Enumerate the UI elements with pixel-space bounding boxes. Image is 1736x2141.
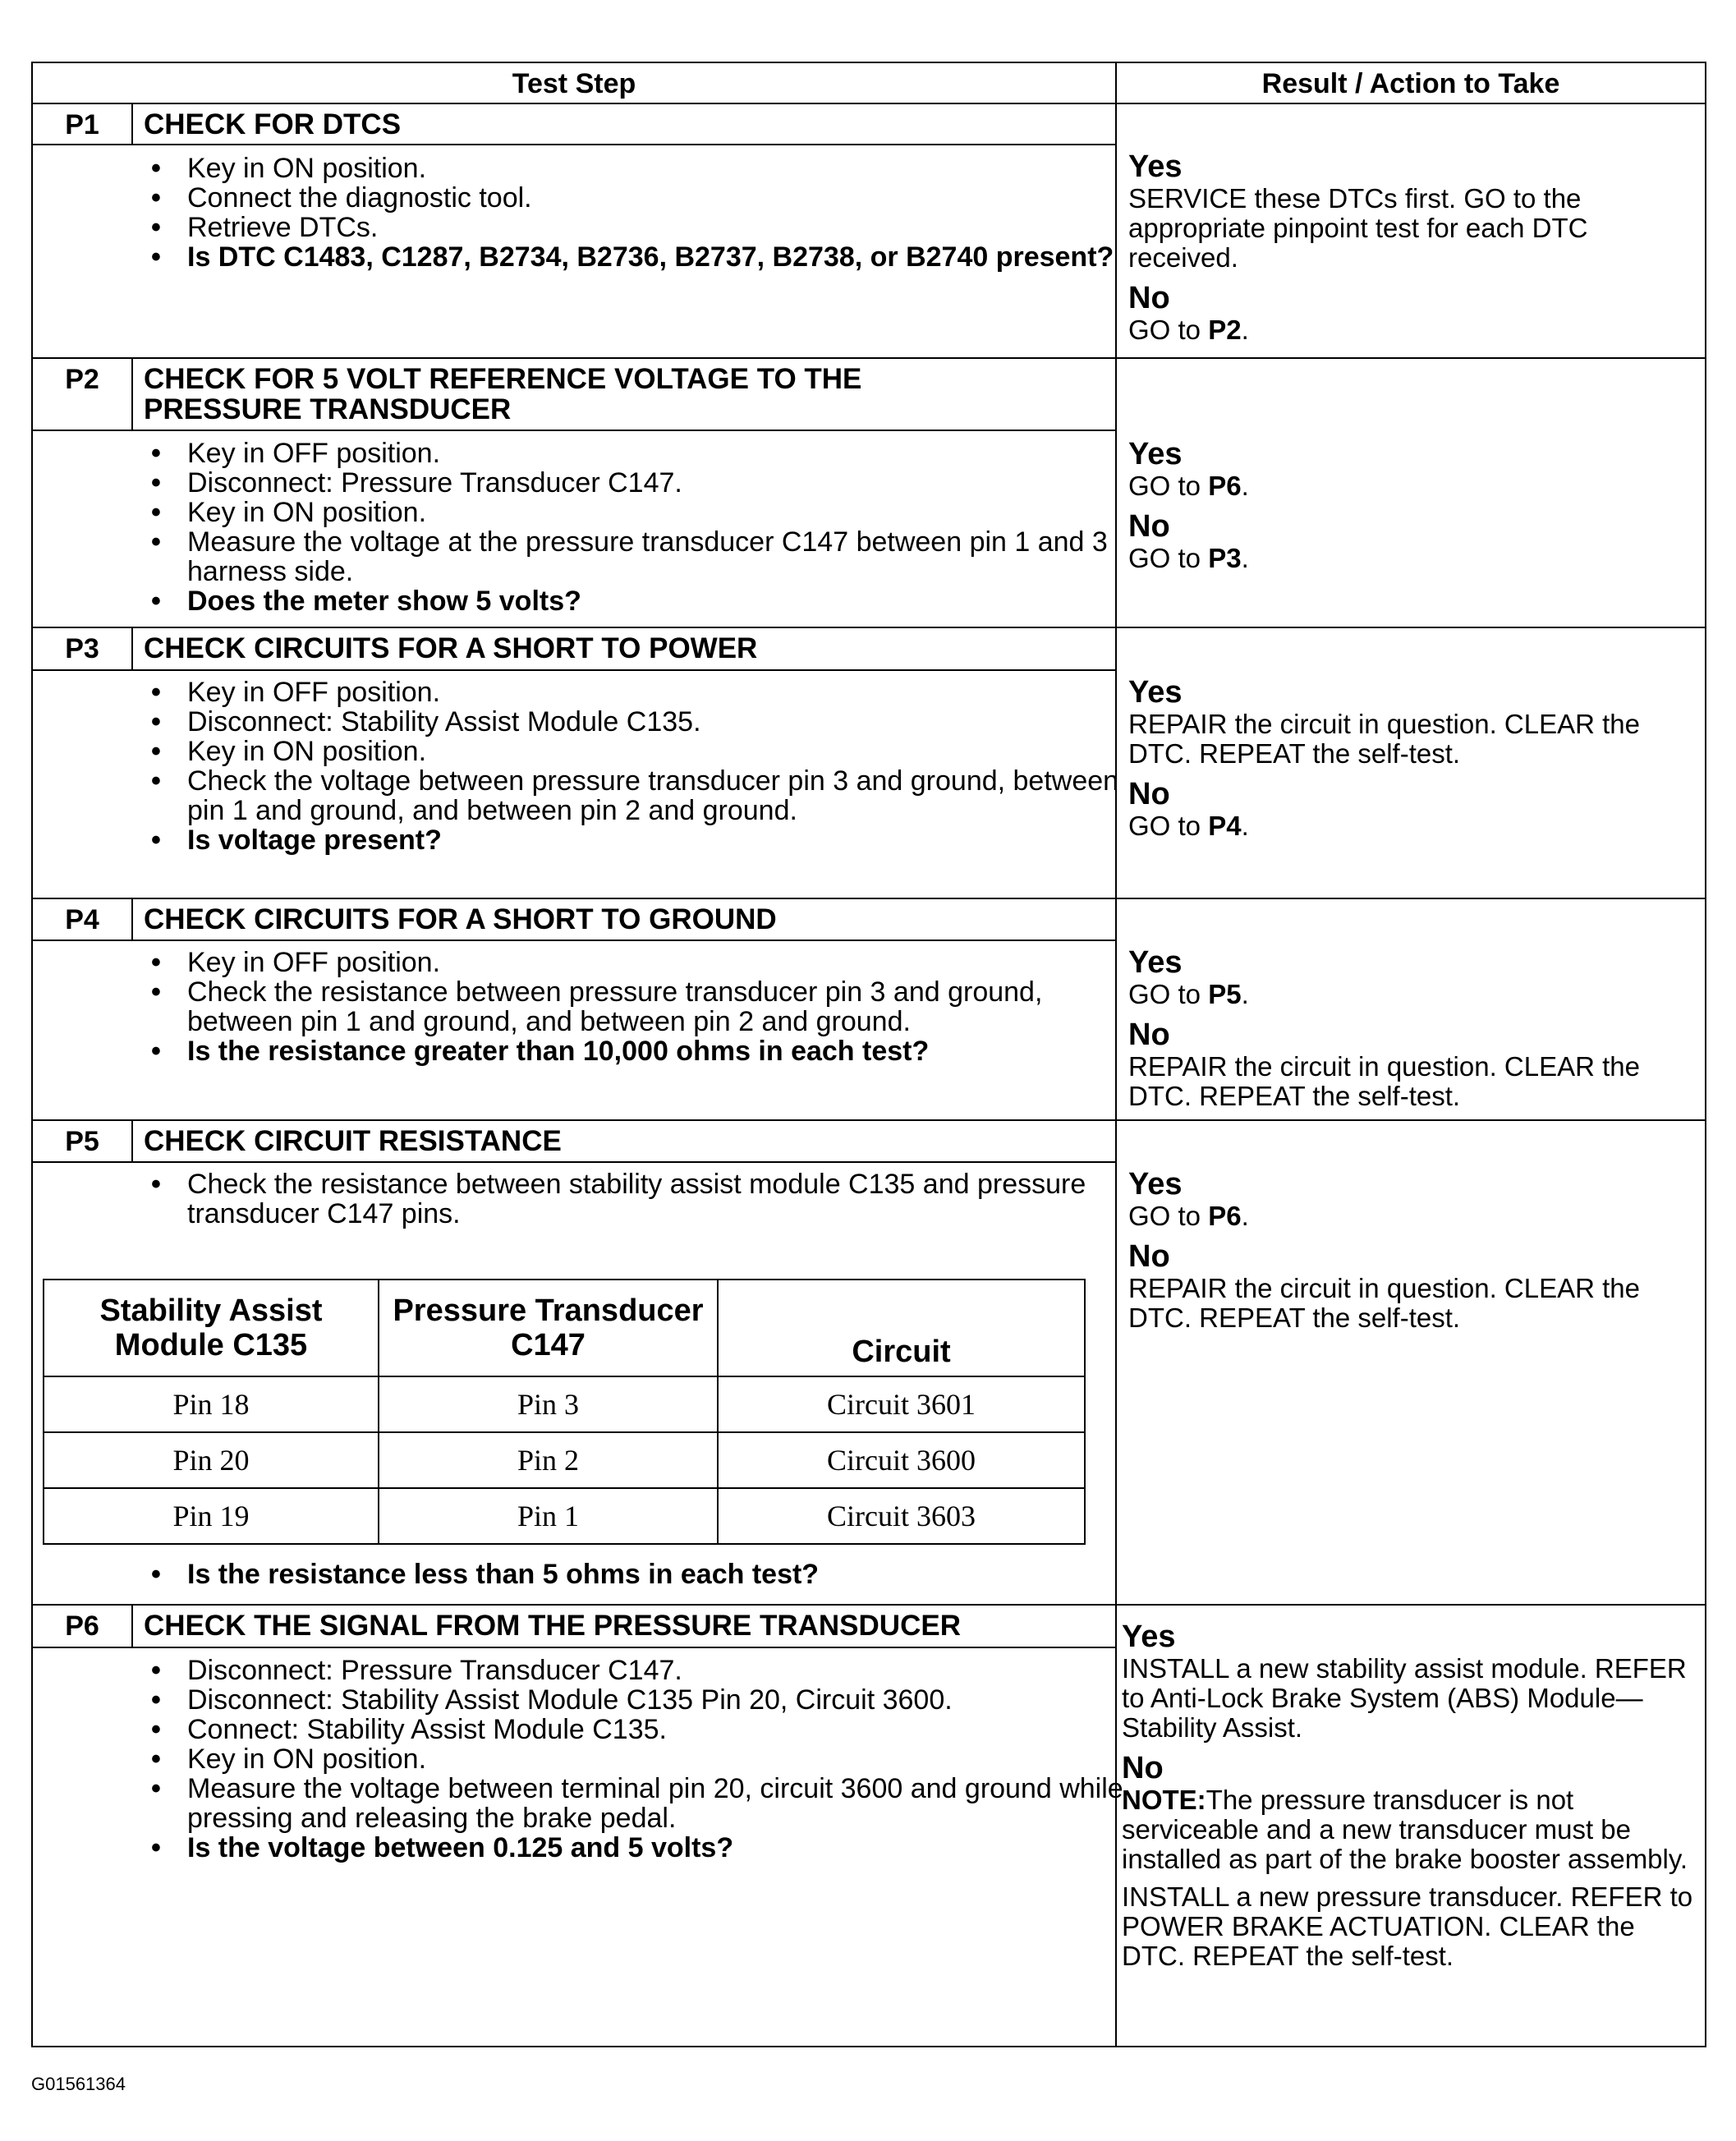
action-item: • Measure the voltage at the pressure transducer C147 between pin 1 and 3 harness side.	[140, 527, 1125, 586]
step-actions	[140, 678, 1125, 855]
step-ref: P5	[1208, 979, 1242, 1009]
step-divider	[33, 1604, 1705, 1606]
step-ref: P2	[1208, 315, 1242, 345]
table-cell: Pin 18	[44, 1376, 379, 1432]
step-question: • Is the resistance less than 5 ohms in each test?	[140, 1560, 1125, 1589]
step-title: CHECK THE SIGNAL FROM THE PRESSURE TRANSDUCER	[144, 1610, 961, 1642]
yes-label: Yes	[1128, 1167, 1183, 1201]
table-cell: Circuit 3603	[718, 1488, 1085, 1544]
yes-label: Yes	[1122, 1620, 1176, 1654]
header-test-step: Test Step	[512, 68, 636, 99]
action-item: • Retrieve DTCs.	[140, 213, 1125, 242]
table-cell: Pin 20	[44, 1432, 379, 1488]
action-item: • Disconnect: Pressure Transducer C147.	[140, 1656, 1125, 1685]
step-number: P5	[65, 1126, 99, 1157]
step-result	[1128, 945, 1703, 1111]
action-item: • Key in OFF position.	[140, 439, 1125, 468]
yes-action: GO to P5.	[1128, 979, 1249, 1009]
step-question: • Is DTC C1483, C1287, B2734, B2736, B2737, B2738, or B2740 present?	[140, 242, 1125, 272]
step-number: P3	[65, 633, 99, 664]
no-action: GO to P2.	[1128, 315, 1249, 345]
step-divider	[33, 1119, 1705, 1121]
step-result	[1122, 1620, 1701, 1971]
action-item: • Key in OFF position.	[140, 948, 1125, 977]
no-action: REPAIR the circuit in question. CLEAR the DTC. REPEAT the self-test.	[1128, 1273, 1641, 1333]
note-label: NOTE:	[1122, 1785, 1206, 1815]
p5-title-divider	[33, 1161, 1115, 1163]
no-label: No	[1128, 1018, 1170, 1052]
column-header: Circuit	[718, 1280, 1085, 1376]
action-item: • Key in OFF position.	[140, 678, 1125, 707]
step-title: CHECK CIRCUITS FOR A SHORT TO GROUND	[144, 903, 777, 935]
step-result	[1128, 1167, 1703, 1333]
step-divider	[33, 627, 1705, 628]
table-cell: Circuit 3601	[718, 1376, 1085, 1432]
figure-code: G01561364	[31, 2074, 126, 2094]
step-question-list	[140, 1560, 1125, 1589]
header-result-action: Result / Action to Take	[1261, 68, 1560, 99]
p3-num-divider	[131, 627, 133, 669]
action-item: • Key in ON position.	[140, 498, 1125, 527]
no-action: INSTALL a new pressure transducer. REFER to POWER BRAKE ACTUATION. CLEAR the DTC. REPEAT the self-test.	[1122, 1881, 1693, 1971]
yes-label: Yes	[1128, 437, 1183, 471]
yes-action: INSTALL a new stability assist module. REFER to Anti-Lock Brake System (ABS) Module—Stability Assist.	[1122, 1653, 1687, 1743]
step-result	[1128, 437, 1703, 573]
step-question: • Does the meter show 5 volts?	[140, 586, 1125, 616]
action-item: • Key in ON position.	[140, 1744, 1125, 1774]
action-item: • Check the voltage between pressure transducer pin 3 and ground, between pin 1 and ground, and between pin 2 and ground.	[140, 766, 1125, 825]
table-cell: Pin 2	[379, 1432, 718, 1488]
step-ref: P3	[1208, 543, 1242, 573]
no-action: GO to P4.	[1128, 811, 1249, 841]
yes-action: GO to P6.	[1128, 471, 1249, 501]
step-number: P2	[65, 364, 99, 395]
action-item: • Key in ON position.	[140, 737, 1125, 766]
step-ref: P6	[1208, 471, 1242, 501]
p6-title-divider	[33, 1647, 1115, 1648]
step-actions	[140, 948, 1125, 1066]
step-result	[1128, 675, 1703, 841]
column-header: Pressure Transducer C147	[379, 1280, 718, 1376]
table-row	[44, 1376, 1085, 1432]
step-actions	[140, 1656, 1125, 1863]
step-actions	[140, 439, 1125, 616]
step-question: • Is voltage present?	[140, 825, 1125, 855]
action-item: • Check the resistance between pressure transducer pin 3 and ground, between pin 1 and ground, and between pin 2 and ground.	[140, 977, 1125, 1036]
p3-title-divider	[33, 669, 1115, 671]
step-result	[1128, 149, 1703, 345]
table-header-row	[44, 1280, 1085, 1376]
action-item: • Disconnect: Stability Assist Module C135 Pin 20, Circuit 3600.	[140, 1685, 1125, 1715]
yes-action: REPAIR the circuit in question. CLEAR the DTC. REPEAT the self-test.	[1128, 709, 1641, 769]
table-cell: Pin 1	[379, 1488, 718, 1544]
step-question: • Is the resistance greater than 10,000 ohms in each test?	[140, 1036, 1125, 1066]
action-item: • Key in ON position.	[140, 154, 1125, 183]
step-number: P1	[65, 109, 99, 140]
step-title: CHECK FOR 5 VOLT REFERENCE VOLTAGE TO THE PRESSURE TRANSDUCER	[144, 363, 862, 425]
column-header: Stability Assist Module C135	[44, 1280, 379, 1376]
step-title: CHECK CIRCUIT RESISTANCE	[144, 1125, 562, 1157]
yes-action: SERVICE these DTCs first. GO to the appropriate pinpoint test for each DTC received.	[1128, 183, 1588, 273]
step-ref: P6	[1208, 1201, 1242, 1231]
yes-label: Yes	[1128, 675, 1183, 710]
action-item: • Connect the diagnostic tool.	[140, 183, 1125, 213]
action-item: • Disconnect: Pressure Transducer C147.	[140, 468, 1125, 498]
step-actions	[140, 1169, 1125, 1229]
step-title: CHECK FOR DTCS	[144, 108, 402, 140]
pin-resistance-table	[43, 1279, 1086, 1545]
step-ref: P4	[1208, 811, 1242, 841]
no-action: REPAIR the circuit in question. CLEAR the DTC. REPEAT the self-test.	[1128, 1051, 1641, 1111]
p1-title-divider	[33, 144, 1115, 145]
step-divider	[33, 357, 1705, 359]
diagnostic-table	[31, 62, 1706, 2047]
action-item: • Measure the voltage between terminal pin 20, circuit 3600 and ground while pressing and releasing the brake pedal.	[140, 1774, 1125, 1833]
p4-title-divider	[33, 940, 1115, 941]
yes-action: GO to P6.	[1128, 1201, 1249, 1231]
action-item: • Connect: Stability Assist Module C135.	[140, 1715, 1125, 1744]
no-label: No	[1122, 1751, 1164, 1785]
no-note: NOTE:The pressure transducer is not serviceable and a new transducer must be installed as part of the brake booster assembly.	[1122, 1785, 1688, 1874]
no-label: No	[1128, 777, 1170, 811]
p6-num-divider	[131, 1604, 133, 1647]
step-actions	[140, 154, 1125, 272]
action-item: • Check the resistance between stability assist module C135 and pressure transducer C147 pins.	[140, 1169, 1125, 1229]
table-row	[44, 1488, 1085, 1544]
header-divider	[33, 103, 1705, 104]
step-number: P4	[65, 904, 99, 935]
no-label: No	[1128, 1239, 1170, 1274]
step-title: CHECK CIRCUITS FOR A SHORT TO POWER	[144, 632, 758, 664]
p2-num-divider	[131, 357, 133, 430]
step-number: P6	[65, 1610, 99, 1642]
p2-title-divider	[33, 430, 1115, 431]
table-cell: Pin 3	[379, 1376, 718, 1432]
yes-label: Yes	[1128, 149, 1183, 184]
action-item: • Disconnect: Stability Assist Module C135.	[140, 707, 1125, 737]
p1-num-divider	[131, 103, 133, 144]
step-divider	[33, 898, 1705, 899]
p5-num-divider	[131, 1119, 133, 1161]
yes-label: Yes	[1128, 945, 1183, 980]
no-label: No	[1128, 509, 1170, 544]
table-cell: Pin 19	[44, 1488, 379, 1544]
no-label: No	[1128, 281, 1170, 315]
table-cell: Circuit 3600	[718, 1432, 1085, 1488]
table-row	[44, 1432, 1085, 1488]
p4-num-divider	[131, 898, 133, 940]
step-question: • Is the voltage between 0.125 and 5 volts?	[140, 1833, 1125, 1863]
no-action: GO to P3.	[1128, 543, 1249, 573]
